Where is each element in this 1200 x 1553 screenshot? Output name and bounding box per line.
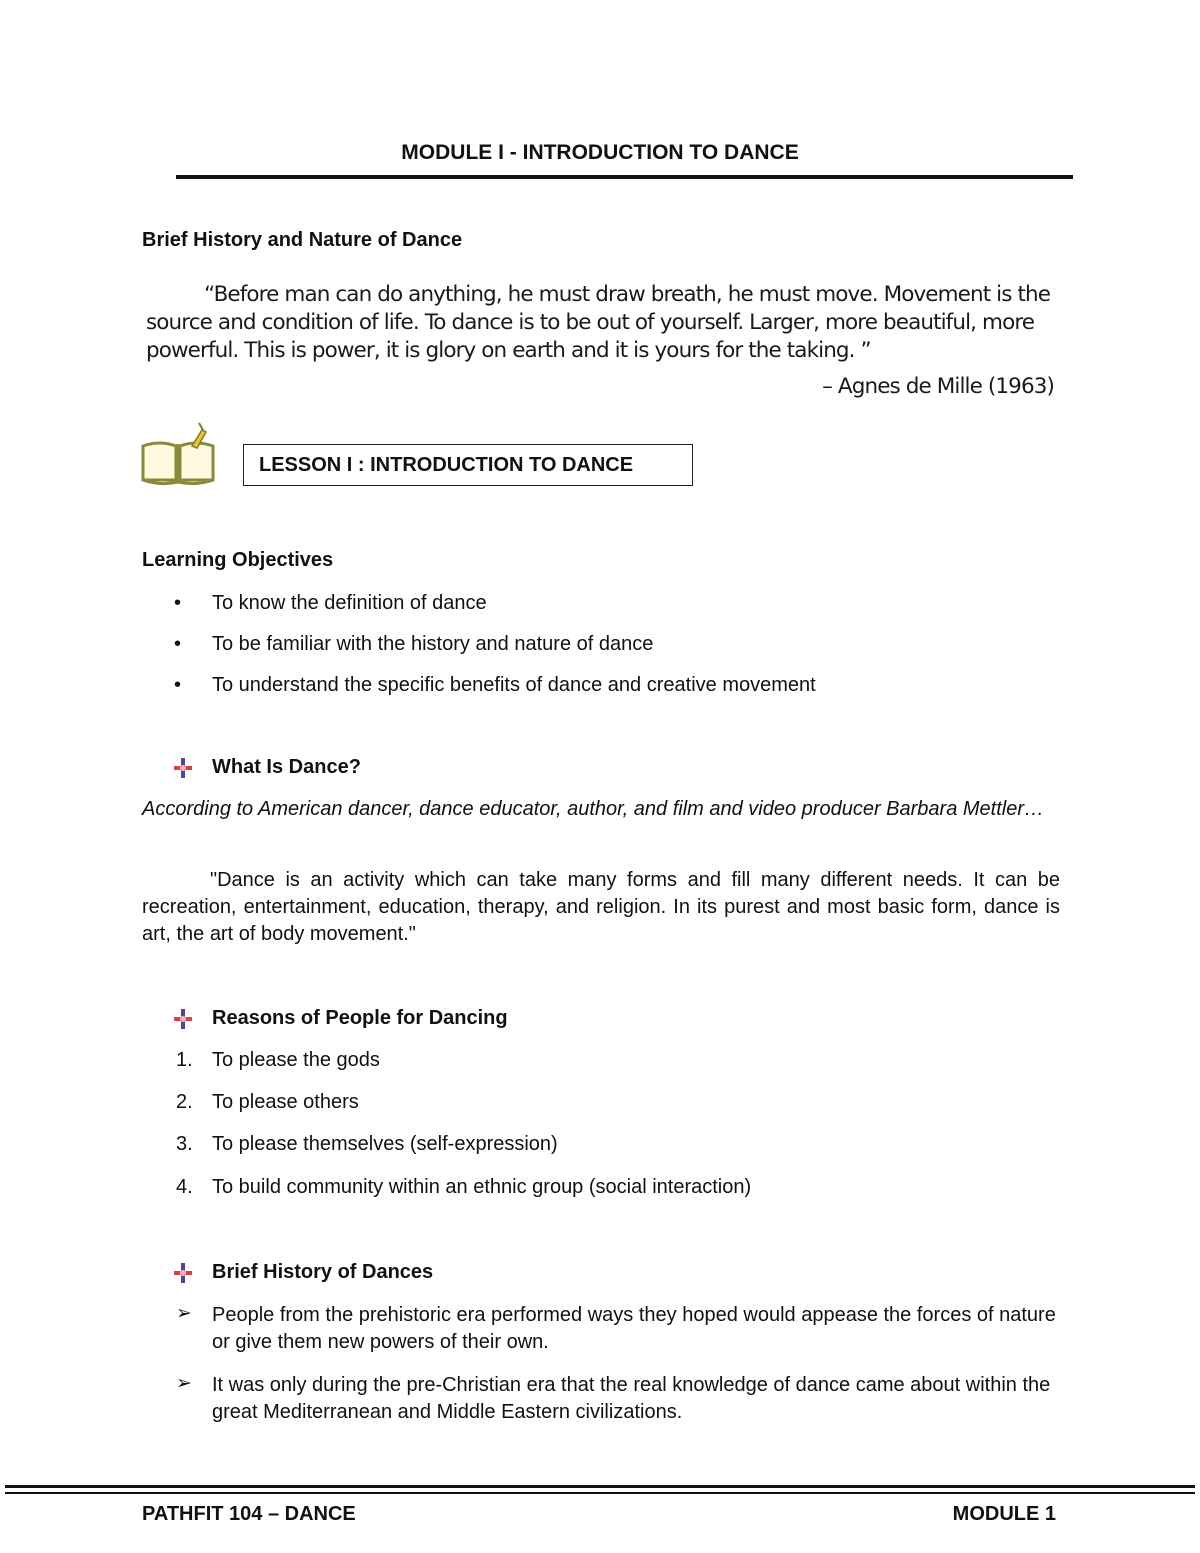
footer-divider	[5, 1485, 1195, 1488]
section-heading-history-nature: Brief History and Nature of Dance	[142, 229, 463, 251]
arrow-bullet-icon: ➢	[176, 1373, 192, 1394]
footer-divider-thin	[5, 1492, 1195, 1494]
footer-module: MODULE 1	[952, 1503, 1056, 1525]
bullet-icon: •	[174, 633, 182, 655]
bullet-icon: •	[174, 674, 182, 696]
title-divider	[176, 175, 1073, 179]
arrow-bullet-icon: ➢	[176, 1303, 192, 1324]
learning-objectives-heading: Learning Objectives	[142, 549, 334, 571]
lesson-title-box: LESSON I : INTRODUCTION TO DANCE	[243, 444, 693, 486]
pin-icon	[172, 1262, 194, 1284]
quote-attribution: – Agnes de Mille (1963)	[822, 374, 1054, 399]
pin-icon	[172, 1008, 194, 1030]
footer-course: PATHFIT 104 – DANCE	[142, 1503, 356, 1525]
history-item: People from the prehistoric era performed ways they hoped would appease the forces of nature or give them new powers of their own.	[212, 1304, 1056, 1353]
mettler-lead: According to American dancer, dance educator, author, and film and video producer Barbara Mettler…	[142, 798, 1044, 820]
pin-icon	[172, 757, 194, 779]
opening-quote: “Before man can do anything, he must draw breath, he must move. Movement is the source and condition of life. To dance is to be out of yourself. Larger, more beautiful, more powerful. This is power, it is glory on earth and it is yours for the taking. ”	[146, 282, 1051, 363]
bullet-icon: •	[174, 592, 182, 614]
history-item: It was only during the pre-Christian era that the real knowledge of dance came about within the great Mediterranean and Middle Eastern civilizations.	[212, 1374, 1051, 1423]
mettler-quote: "Dance is an activity which can take many forms and fill many different needs. It can be recreation, entertainment, education, therapy, and religion. In its purest and most basic form, dance is art, the art of body movement."	[142, 869, 1060, 945]
book-icon	[140, 422, 216, 488]
module-title: MODULE I - INTRODUCTION TO DANCE	[401, 141, 799, 164]
